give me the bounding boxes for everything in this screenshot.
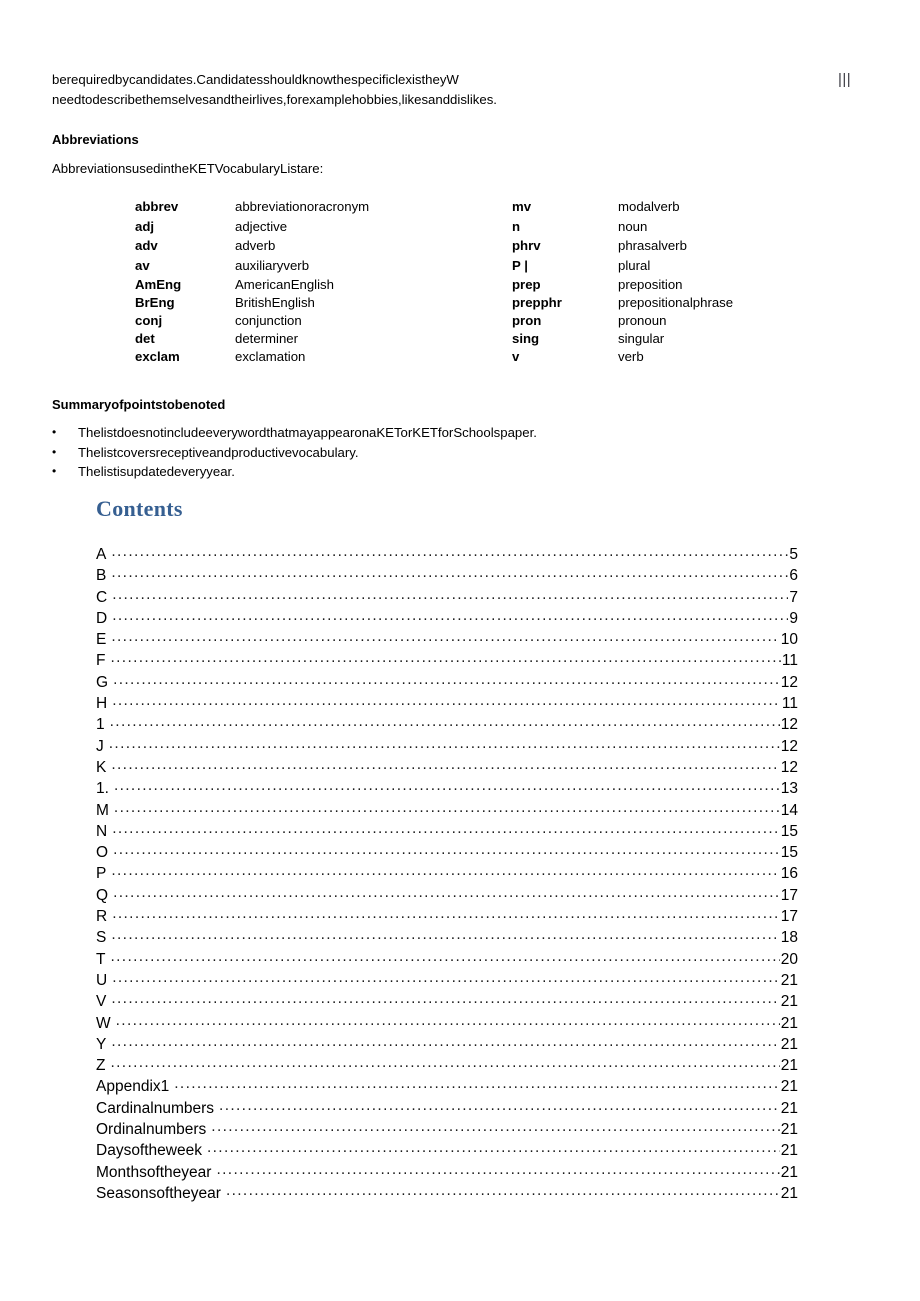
toc-entry[interactable]	[96, 1184, 798, 1205]
abbreviation-row	[512, 238, 733, 258]
abbreviation-row	[512, 199, 733, 219]
toc-entry-label: H	[96, 695, 108, 713]
toc-entry-label: T	[96, 950, 106, 968]
abbreviations-heading: Abbreviations	[52, 132, 139, 147]
toc-dot-leader	[207, 1141, 780, 1155]
toc-entry[interactable]	[96, 801, 798, 822]
toc-dot-leader	[114, 801, 780, 815]
abbreviation-row	[135, 238, 369, 258]
toc-entry-label: Z	[96, 1057, 106, 1075]
toc-dot-leader	[111, 545, 788, 559]
toc-entry[interactable]	[96, 886, 798, 907]
intro-line-1: berequiredbycandidates.CandidatesshouldknowthespecificlexistheyW	[52, 72, 459, 87]
toc-entry[interactable]	[96, 609, 798, 630]
toc-entry-label: Q	[96, 886, 109, 904]
abbreviation-definition: prepositionalphrase	[618, 295, 734, 311]
summary-bullet-text: ThelistdoesnotincludeeverywordthatmayappearonaKETorKETforSchoolspaper.	[78, 425, 537, 440]
toc-entry[interactable]	[96, 1077, 798, 1098]
toc-entry-label: Cardinalnumbers	[96, 1099, 215, 1117]
toc-entry-label: Appendix1	[96, 1078, 170, 1096]
toc-entry[interactable]	[96, 715, 798, 736]
toc-entry[interactable]	[96, 588, 798, 609]
toc-entry[interactable]	[96, 758, 798, 779]
abbreviation-definition: AmericanEnglish	[235, 277, 334, 293]
toc-entry-page-number: 17	[780, 886, 798, 904]
abbreviation-term: adj	[135, 218, 155, 234]
toc-entry[interactable]	[96, 566, 798, 587]
intro-line-2: needtodescribethemselvesandtheirlives,forexamplehobbies,likesanddislikes.	[52, 92, 497, 107]
toc-entry-page-number: 21	[780, 993, 798, 1011]
toc-entry-page-number: 13	[780, 780, 798, 798]
summary-bullet-text: Thelistcoversreceptiveandproductivevocabulary.	[78, 444, 359, 460]
scan-artifact-mark: |||	[838, 71, 852, 88]
toc-entry[interactable]	[96, 1163, 798, 1184]
toc-entry[interactable]	[96, 1056, 798, 1077]
abbreviation-definition: pronoun	[618, 313, 667, 329]
abbreviation-row	[135, 277, 369, 295]
toc-dot-leader	[112, 907, 780, 921]
abbreviation-row	[135, 258, 369, 278]
toc-dot-leader	[226, 1184, 780, 1198]
toc-entry[interactable]	[96, 907, 798, 928]
toc-entry[interactable]	[96, 928, 798, 949]
toc-dot-leader	[112, 609, 788, 623]
toc-entry-label: S	[96, 929, 107, 947]
toc-entry[interactable]	[96, 864, 798, 885]
abbreviation-definition: plural	[618, 257, 651, 273]
abbreviation-row	[135, 219, 369, 239]
toc-dot-leader	[112, 822, 780, 836]
toc-entry-page-number: 16	[780, 865, 798, 883]
toc-entry[interactable]	[96, 673, 798, 694]
toc-entry-label: M	[96, 801, 109, 819]
toc-entry-page-number: 15	[780, 822, 798, 840]
toc-entry-page-number: 21	[780, 971, 798, 989]
toc-entry-label: Monthsoftheyear	[96, 1163, 212, 1181]
toc-dot-leader	[110, 715, 780, 729]
summary-bullet-text: Thelistisupdatedeveryyear.	[78, 464, 235, 480]
toc-entry-page-number: 11	[781, 695, 798, 713]
abbreviation-term: exclam	[135, 349, 180, 365]
bullet-icon: •	[52, 464, 57, 479]
toc-entry[interactable]	[96, 1099, 798, 1120]
toc-entry-label: O	[96, 844, 109, 862]
toc-entry-page-number: 21	[780, 1099, 798, 1117]
toc-entry-page-number: 21	[780, 1184, 798, 1202]
toc-entry[interactable]	[96, 950, 798, 971]
toc-entry-page-number: 5	[789, 546, 798, 563]
toc-entry-page-number: 14	[780, 801, 798, 819]
abbreviation-term: BrEng	[135, 295, 175, 311]
toc-dot-leader	[113, 843, 780, 857]
toc-entry-label: A	[96, 546, 107, 563]
toc-dot-leader	[110, 651, 780, 665]
toc-entry-label: Ordinalnumbers	[96, 1121, 207, 1139]
toc-entry[interactable]	[96, 1035, 798, 1056]
intro-paragraph	[52, 70, 772, 110]
toc-dot-leader	[112, 971, 780, 985]
abbreviation-term: AmEng	[135, 277, 182, 293]
abbreviation-row	[512, 349, 733, 367]
abbreviation-definition: verb	[618, 349, 644, 365]
toc-dot-leader	[113, 886, 780, 900]
toc-entry-label: D	[96, 609, 108, 627]
abbreviation-definition: preposition	[618, 277, 683, 293]
abbreviation-definition: singular	[618, 331, 665, 347]
abbreviation-definition: abbreviationoracronym	[235, 199, 370, 214]
abbreviation-definition: adjective	[235, 218, 288, 234]
toc-dot-leader	[112, 694, 781, 708]
toc-entry-page-number: 9	[789, 609, 798, 627]
toc-entry-label: W	[96, 1014, 111, 1032]
toc-entry[interactable]	[96, 1014, 798, 1035]
toc-entry-page-number: 7	[789, 588, 798, 606]
abbreviations-left-column	[135, 199, 369, 367]
summary-bullet-item	[52, 444, 537, 464]
toc-dot-leader	[111, 864, 779, 878]
toc-entry-page-number: 21	[780, 1035, 798, 1053]
summary-heading: Summaryofpointstobenoted	[52, 397, 226, 412]
toc-entry[interactable]	[96, 630, 798, 651]
toc-entry-label: Daysoftheweek	[96, 1142, 202, 1160]
contents-heading: Contents	[96, 496, 183, 521]
toc-entry-page-number: 21	[780, 1014, 798, 1032]
toc-dot-leader	[112, 588, 788, 602]
toc-entry-label: 1	[96, 716, 105, 734]
toc-entry-label: K	[96, 758, 107, 776]
toc-entry-page-number: 17	[780, 908, 798, 926]
abbreviation-term: P |	[512, 257, 528, 273]
toc-entry-page-number: 21	[780, 1142, 798, 1160]
toc-entry-label: E	[96, 631, 107, 649]
abbreviation-term: mv	[512, 199, 532, 214]
abbreviation-definition: phrasalverb	[618, 238, 687, 254]
toc-entry-page-number: 21	[780, 1078, 798, 1096]
toc-entry-page-number: 21	[780, 1057, 798, 1075]
toc-entry[interactable]	[96, 779, 798, 800]
toc-entry-label: R	[96, 908, 108, 926]
toc-entry-page-number: 21	[780, 1121, 798, 1139]
summary-bullet-item	[52, 424, 537, 444]
toc-dot-leader	[110, 1056, 779, 1070]
toc-entry-label: C	[96, 588, 108, 606]
toc-entry-label: Seasonsoftheyear	[96, 1184, 221, 1202]
toc-entry[interactable]	[96, 1141, 798, 1162]
toc-entry-label: F	[96, 652, 106, 670]
abbreviation-term: det	[135, 331, 155, 347]
toc-dot-leader	[219, 1099, 780, 1113]
table-of-contents	[96, 545, 798, 1205]
abbreviation-row	[512, 277, 733, 295]
toc-entry-page-number: 18	[780, 929, 798, 947]
toc-entry-page-number: 20	[780, 950, 798, 968]
summary-bullet-item	[52, 463, 537, 483]
summary-bullet-list	[52, 424, 537, 483]
toc-entry-label: 1.	[96, 780, 109, 798]
bullet-icon: •	[52, 444, 57, 459]
abbreviation-row	[512, 313, 733, 331]
toc-dot-leader	[110, 950, 779, 964]
abbreviation-term: conj	[135, 313, 163, 329]
abbreviation-term: n	[512, 218, 521, 234]
toc-dot-leader	[111, 630, 779, 644]
toc-entry-label: B	[96, 567, 107, 585]
toc-entry-page-number: 15	[780, 844, 798, 862]
abbreviation-term: adv	[135, 238, 158, 254]
abbreviation-definition: auxiliaryverb	[235, 257, 310, 273]
abbreviation-term: prepphr	[512, 295, 562, 311]
abbreviation-term: prep	[512, 277, 541, 293]
toc-dot-leader	[211, 1120, 779, 1134]
abbreviation-definition: BritishEnglish	[235, 295, 315, 311]
toc-entry[interactable]	[96, 822, 798, 843]
abbreviation-term: v	[512, 349, 520, 365]
abbreviation-row	[135, 313, 369, 331]
toc-entry[interactable]	[96, 651, 798, 672]
toc-dot-leader	[111, 566, 788, 580]
toc-entry-page-number: 10	[780, 631, 798, 649]
abbreviation-term: phrv	[512, 238, 541, 254]
toc-dot-leader	[116, 1014, 780, 1028]
abbreviation-row	[135, 349, 369, 367]
toc-dot-leader	[114, 779, 780, 793]
abbreviation-definition: adverb	[235, 238, 276, 254]
abbreviation-definition: conjunction	[235, 313, 302, 329]
toc-dot-leader	[111, 928, 779, 942]
toc-entry[interactable]	[96, 694, 798, 715]
abbreviation-definition: exclamation	[235, 349, 306, 365]
toc-entry-label: V	[96, 993, 107, 1011]
abbreviation-definition: noun	[618, 218, 648, 234]
toc-dot-leader	[113, 673, 780, 687]
toc-dot-leader	[111, 758, 779, 772]
abbreviation-term: abbrev	[135, 199, 179, 214]
abbreviation-row	[135, 295, 369, 313]
bullet-icon: •	[52, 425, 57, 439]
toc-dot-leader	[216, 1163, 779, 1177]
toc-dot-leader	[174, 1077, 779, 1091]
toc-dot-leader	[111, 1035, 779, 1049]
abbreviation-definition: modalverb	[618, 199, 680, 214]
toc-entry[interactable]	[96, 545, 798, 566]
toc-entry-page-number: 12	[780, 737, 798, 755]
toc-entry-page-number: 21	[780, 1163, 798, 1181]
abbreviation-definition: determiner	[235, 331, 299, 347]
toc-entry-page-number: 12	[780, 716, 798, 734]
toc-entry[interactable]	[96, 1120, 798, 1141]
abbreviation-term: pron	[512, 313, 542, 329]
toc-entry-page-number: 6	[789, 567, 798, 585]
toc-entry[interactable]	[96, 971, 798, 992]
toc-entry[interactable]	[96, 843, 798, 864]
toc-entry-label: Y	[96, 1035, 107, 1053]
abbreviations-lead-text: AbbreviationsusedintheKETVocabularyListare:	[52, 161, 324, 176]
toc-entry-page-number: 12	[780, 758, 798, 776]
abbreviation-row	[512, 295, 733, 313]
toc-entry-label: N	[96, 822, 108, 840]
abbreviation-row	[512, 331, 733, 349]
toc-entry-label: G	[96, 673, 109, 691]
toc-entry-label: P	[96, 865, 107, 883]
toc-entry-page-number: 11	[781, 652, 798, 670]
abbreviation-row	[135, 199, 369, 219]
abbreviation-row	[135, 331, 369, 349]
toc-entry[interactable]	[96, 992, 798, 1013]
abbreviations-right-column	[512, 199, 733, 367]
toc-entry-page-number: 12	[780, 673, 798, 691]
toc-entry-label: U	[96, 971, 108, 989]
abbreviation-term: av	[135, 257, 150, 273]
toc-entry[interactable]	[96, 737, 798, 758]
toc-dot-leader	[111, 992, 779, 1006]
abbreviation-term: sing	[512, 331, 540, 347]
abbreviation-row	[512, 258, 733, 278]
toc-entry-label: J	[96, 737, 104, 755]
abbreviation-row	[512, 219, 733, 239]
toc-dot-leader	[109, 737, 780, 751]
